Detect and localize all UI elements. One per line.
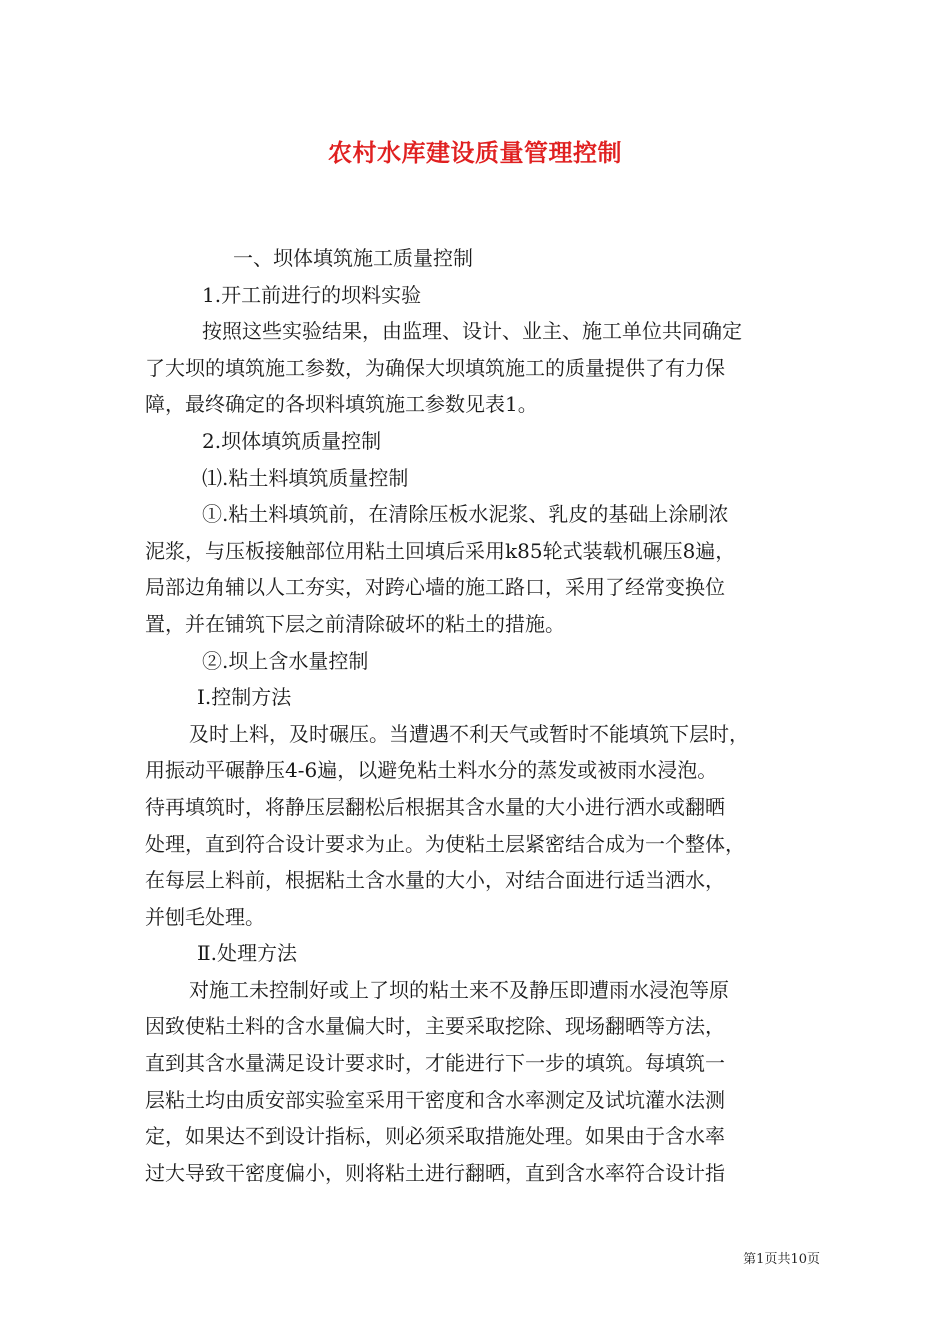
paragraph-line: 待再填筑时，将静压层翻松后根据其含水量的大小进行洒水或翻晒 (145, 794, 725, 819)
subsection-heading: ②.坝上含水量控制 (202, 648, 369, 673)
paragraph-line: 在每层上料前，根据粘土含水量的大小，对结合面进行适当洒水， (145, 868, 725, 893)
subsection-heading: 2.坝体填筑质量控制 (202, 428, 382, 453)
paragraph-line: 因致使粘土料的含水量偏大时，主要采取挖除、现场翻晒等方法， (145, 1014, 725, 1039)
paragraph-line: 对施工未控制好或上了坝的粘土来不及静压即遭雨水浸泡等原 (189, 977, 729, 1002)
paragraph-line: 定，如果达不到设计指标，则必须采取措施处理。如果由于含水率 (145, 1124, 725, 1149)
document-title: 农村水库建设质量管理控制 (328, 138, 622, 167)
paragraph-line: 过大导致干密度偏小，则将粘土进行翻晒，直到含水率符合设计指 (145, 1160, 725, 1185)
subsection-heading: Ⅱ.处理方法 (197, 941, 297, 966)
subsection-heading: Ⅰ.控制方法 (197, 685, 292, 710)
paragraph-line: 按照这些实验结果，由监理、设计、业主、施工单位共同确定 (202, 319, 742, 344)
paragraph-line: 及时上料，及时碾压。当遭遇不利天气或暂时不能填筑下层时， (189, 721, 749, 746)
paragraph-line: 层粘土均由质安部实验室采用干密度和含水率测定及试坑灌水法测 (145, 1087, 725, 1112)
page-number: 第1页共10页 (743, 1252, 820, 1267)
paragraph-line: 处理，直到符合设计要求为止。为使粘土层紧密结合成为一个整体， (145, 831, 745, 856)
paragraph-line: 障，最终确定的各坝料填筑施工参数见表1。 (145, 392, 538, 417)
paragraph-line: 并刨毛处理。 (145, 904, 265, 929)
subsection-heading: ⑴.粘土料填筑质量控制 (202, 465, 409, 490)
paragraph-line: ①.粘土料填筑前，在清除压板水泥浆、乳皮的基础上涂刷浓 (202, 502, 729, 527)
paragraph-line: 局部边角辅以人工夯实，对跨心墙的施工路口，采用了经常变换位 (145, 575, 725, 600)
paragraph-line: 直到其含水量满足设计要求时，才能进行下一步的填筑。每填筑一 (145, 1051, 725, 1076)
paragraph-line: 泥浆，与压板接触部位用粘土回填后采用k85轮式装载机碾压8遍， (145, 538, 736, 563)
paragraph-line: 置，并在铺筑下层之前清除破坏的粘土的措施。 (145, 611, 565, 636)
paragraph-line: 了大坝的填筑施工参数，为确保大坝填筑施工的质量提供了有力保 (145, 355, 725, 380)
paragraph-line: 用振动平碾静压4-6遍，以避免粘土料水分的蒸发或被雨水浸泡。 (145, 758, 718, 783)
document-body (145, 240, 820, 1191)
subsection-heading: 1.开工前进行的坝料实验 (202, 282, 422, 307)
section-heading: 一、坝体填筑施工质量控制 (233, 246, 473, 270)
